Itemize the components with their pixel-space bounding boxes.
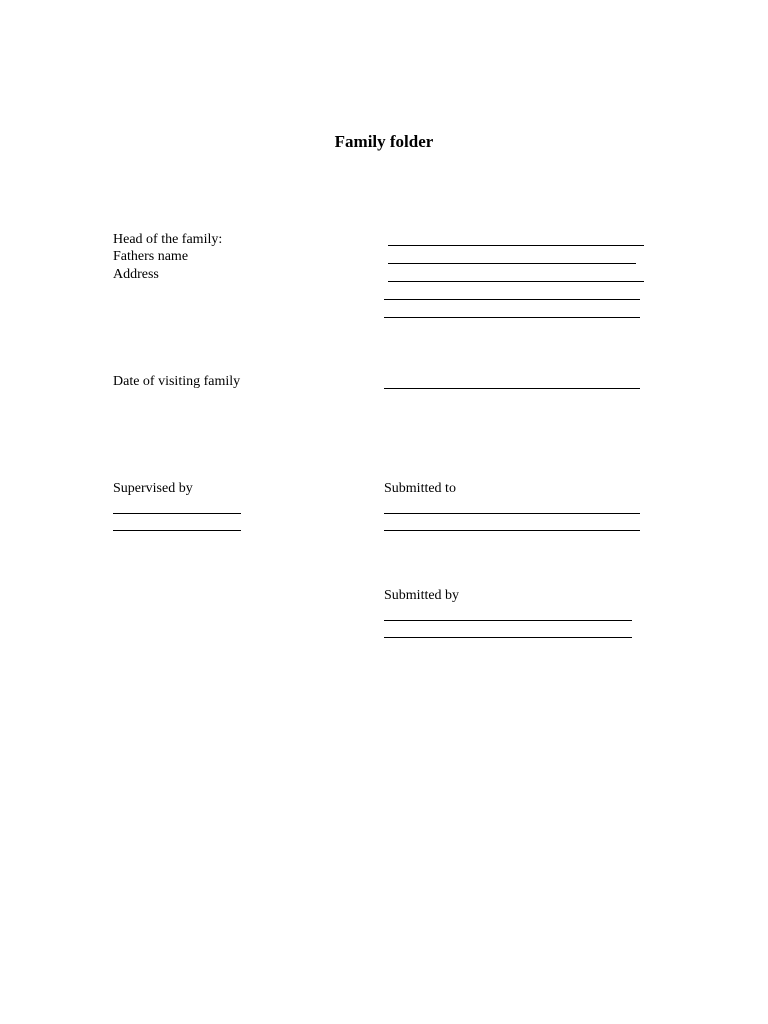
supervised-by-line-2[interactable] <box>113 530 241 531</box>
submitted-by-line-1[interactable] <box>384 620 632 621</box>
submitted-to-label: Submitted to <box>384 481 456 496</box>
submitted-to-line-2[interactable] <box>384 530 640 531</box>
fathers-name-label: Fathers name <box>113 249 189 264</box>
date-of-visiting-label: Date of visiting family <box>113 374 241 389</box>
head-of-family-label: Head of the family: <box>113 232 223 247</box>
submitted-to-line-1[interactable] <box>384 513 640 514</box>
address-line-1[interactable] <box>388 281 644 282</box>
address-label: Address <box>113 267 159 282</box>
head-of-family-line[interactable] <box>388 245 644 246</box>
document-title: Family folder <box>334 132 434 151</box>
date-of-visiting-line[interactable] <box>384 388 640 389</box>
address-line-3[interactable] <box>384 317 640 318</box>
submitted-by-label: Submitted by <box>384 588 460 603</box>
supervised-by-line-1[interactable] <box>113 513 241 514</box>
fathers-name-line[interactable] <box>388 263 636 264</box>
address-line-2[interactable] <box>384 299 640 300</box>
supervised-by-label: Supervised by <box>113 481 193 496</box>
submitted-by-line-2[interactable] <box>384 637 632 638</box>
